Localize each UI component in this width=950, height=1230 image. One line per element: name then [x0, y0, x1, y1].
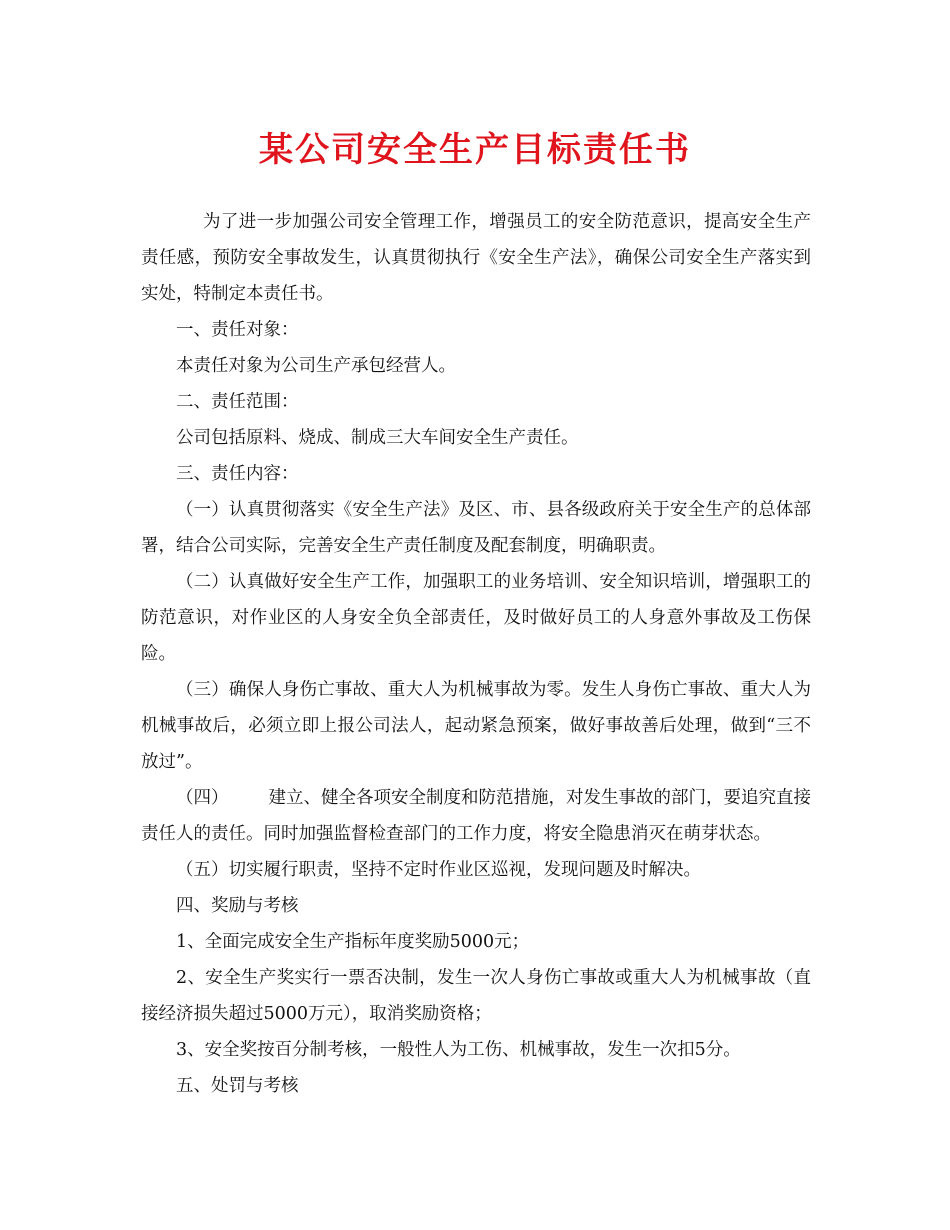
- section-3-item-5: （五）切实履行职责，坚持不定时作业区巡视，发现问题及时解决。: [176, 860, 701, 880]
- section-5-heading: 五、处罚与考核: [176, 1076, 299, 1096]
- intro-paragraph: 为了进一步加强公司安全管理工作，增强员工的安全防范意识，提高安全生产责任感，预防安全事故发生，认真贯彻执行《安全生产法》，确保公司安全生产落实到实处，特制定本责任书。: [141, 212, 811, 304]
- document-body: [141, 204, 811, 1104]
- section-3-item-3: （三）确保人身伤亡事故、重大人为机械事故为零。发生人身伤亡事故、重大人为机械事故后，必须立即上报公司法人，起动紧急预案，做好事故善后处理，做到“三不放过”。: [141, 680, 811, 772]
- section-4-item-1: 1、全面完成安全生产指标年度奖励5000元；: [176, 932, 530, 952]
- section-2-heading: 二、责任范围：: [176, 392, 299, 412]
- section-4-item-2: 2、安全生产奖实行一票否决制，发生一次人身伤亡事故或重大人为机械事故（直接经济损失超过5000万元），取消奖励资格；: [141, 968, 811, 1024]
- section-1-text: 本责任对象为公司生产承包经营人。: [176, 356, 456, 376]
- section-3-item-4-label: （四）: [176, 788, 229, 808]
- section-3-item-4-text: 建立、健全各项安全制度和防范措施，对发生事故的部门，要追究直接责任人的责任。同时加强监督检查部门的工作力度，将安全隐患消灭在萌芽状态。: [141, 788, 811, 844]
- section-3-item-1: （一）认真贯彻落实《安全生产法》及区、市、县各级政府关于安全生产的总体部署，结合公司实际，完善安全生产责任制度及配套制度，明确职责。: [141, 500, 811, 556]
- section-4-heading: 四、奖励与考核: [176, 896, 299, 916]
- section-3-item-4: [141, 780, 811, 852]
- section-3-item-2: （二）认真做好安全生产工作，加强职工的业务培训、安全知识培训，增强职工的防范意识，对作业区的人身安全负全部责任，及时做好员工的人身意外事故及工伤保险。: [141, 572, 811, 664]
- section-1-heading: 一、责任对象：: [176, 320, 299, 340]
- section-2-text: 公司包括原料、烧成、制成三大车间安全生产责任。: [176, 428, 579, 448]
- document-title: 某公司安全生产目标责任书: [259, 130, 691, 170]
- section-4-item-3: 3、安全奖按百分制考核，一般性人为工伤、机械事故，发生一次扣5分。: [176, 1040, 741, 1060]
- section-3-heading: 三、责任内容：: [176, 464, 299, 484]
